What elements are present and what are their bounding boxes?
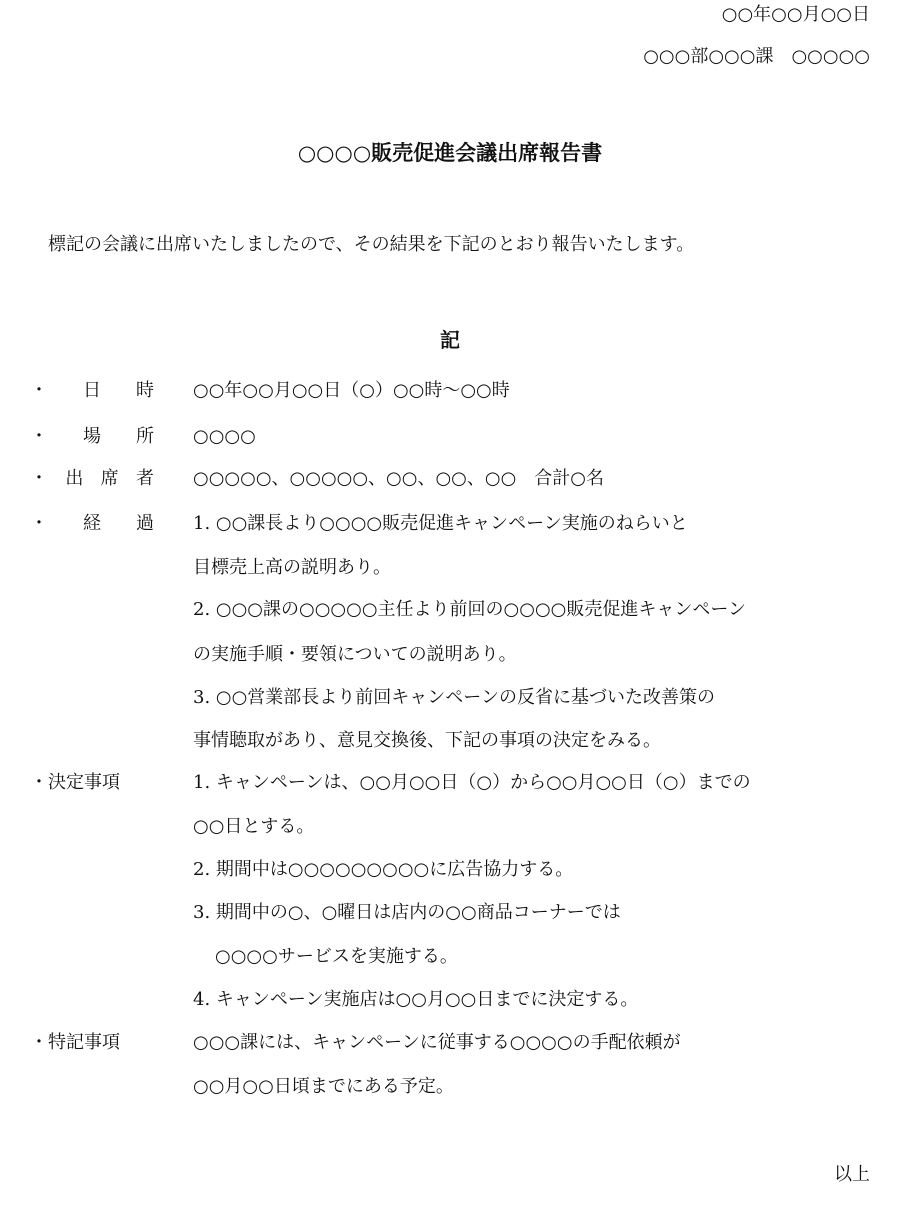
- notes-label: ・特記事項: [30, 1032, 120, 1053]
- attendees-bullet: ・: [30, 468, 48, 489]
- notes-line: ○○月○○日頃までにある予定。: [193, 1076, 454, 1097]
- datetime-value: ○○年○○月○○日（○）○○時～○○時: [193, 380, 510, 401]
- progress-label-char: 過: [136, 513, 154, 534]
- decision-line: 2. 期間中は○○○○○○○○○に広告協力する。: [193, 859, 574, 880]
- attendees-label-char: 者: [135, 468, 154, 489]
- datetime-label: [30, 379, 170, 403]
- datetime-bullet: ・: [30, 380, 48, 401]
- attendees-value: ○○○○○、○○○○○、○○、○○、○○ 合計○名: [193, 468, 605, 489]
- attendees-label-char: 出: [65, 468, 84, 489]
- place-value: ○○○○: [193, 426, 256, 447]
- attendees-label-char: 席: [100, 468, 119, 489]
- ki-heading: 記: [440, 328, 460, 352]
- place-label-char: 場: [83, 426, 101, 447]
- progress-label: [30, 512, 170, 536]
- closing-text: 以上: [834, 1164, 870, 1185]
- progress-bullet: ・: [30, 513, 48, 534]
- progress-line: 目標売上高の説明あり。: [193, 557, 391, 578]
- progress-label-char: 経: [83, 513, 101, 534]
- decision-line: 4. キャンペーン実施店は○○月○○日までに決定する。: [193, 989, 639, 1010]
- progress-line: 3. ○○営業部長より前回キャンペーンの反省に基づいた改善策の: [193, 687, 715, 708]
- document-title: ○○○○販売促進会議出席報告書: [297, 140, 603, 165]
- attendees-label: [30, 467, 170, 491]
- report-date: ○○年○○月○○日: [721, 4, 870, 25]
- decision-line: 3. 期間中の○、○曜日は店内の○○商品コーナーでは: [193, 902, 621, 923]
- notes-line: ○○○課には、キャンペーンに従事する○○○○の手配依頼が: [193, 1032, 681, 1053]
- datetime-label-char: 日: [83, 380, 101, 401]
- progress-line: 1. ○○課長より○○○○販売促進キャンペーン実施のねらいと: [193, 513, 688, 534]
- place-label-char: 所: [136, 426, 154, 447]
- progress-line: 事情聴取があり、意見交換後、下記の事項の決定をみる。: [193, 730, 661, 751]
- decision-line: ○○日とする。: [193, 816, 315, 837]
- progress-line: 2. ○○○課の○○○○○主任より前回の○○○○販売促進キャンペーン: [193, 599, 747, 620]
- place-label: [30, 425, 170, 449]
- decision-line: 1. キャンペーンは、○○月○○日（○）から○○月○○日（○）までの: [193, 772, 751, 793]
- decision-line: ○○○○サービスを実施する。: [215, 946, 458, 967]
- progress-line: の実施手順・要領についての説明あり。: [193, 644, 517, 665]
- intro-text: 標記の会議に出席いたしましたので、その結果を下記のとおり報告いたします。: [48, 234, 695, 255]
- place-bullet: ・: [30, 426, 48, 447]
- decisions-label: ・決定事項: [30, 772, 120, 793]
- datetime-label-char: 時: [136, 380, 154, 401]
- reporter-department: ○○○部○○○課 ○○○○○: [643, 46, 870, 67]
